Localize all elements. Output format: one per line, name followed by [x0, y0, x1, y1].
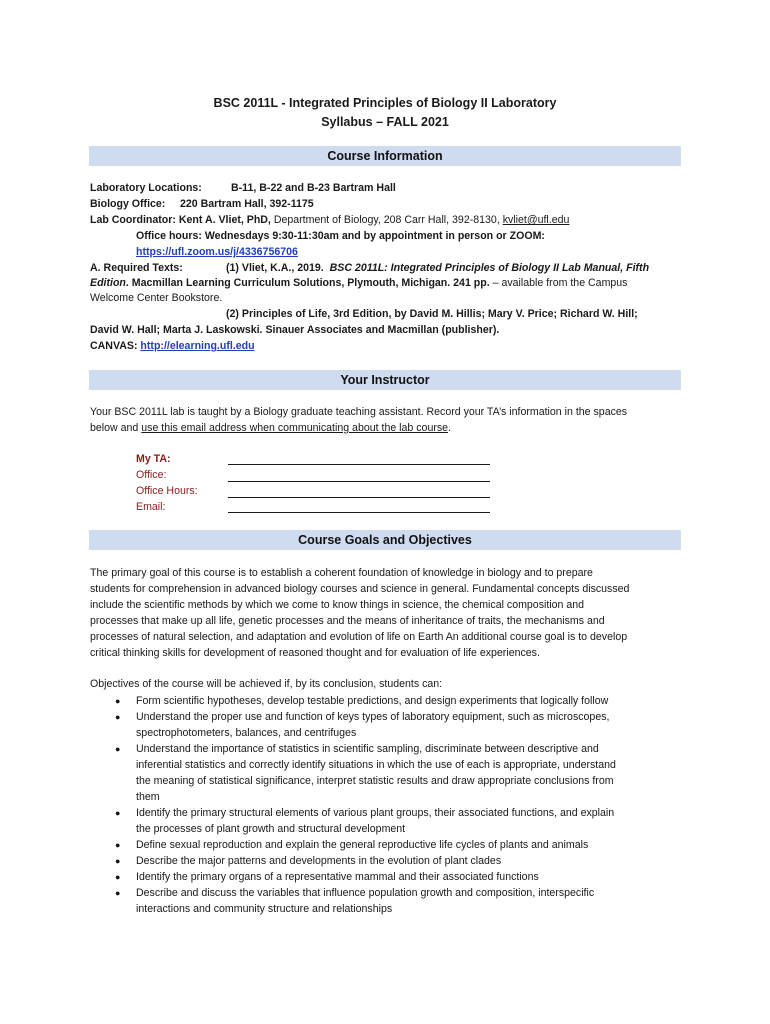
coordinator-line [90, 213, 569, 228]
bullet-icon: ● [115, 840, 121, 850]
text1-availability: – available from the Campus [489, 277, 628, 289]
ta-label: My TA: [136, 453, 171, 465]
locations-value: B-11, B-22 and B-23 Bartram Hall [231, 182, 396, 194]
ta-office-blank[interactable] [228, 481, 490, 482]
bullet-icon: ● [115, 856, 121, 866]
objective-item-line: Describe and discuss the variables that influence population growth and composition, interspecific [136, 887, 595, 899]
goals-para-line: processes of natural selection, and adaptation and evolution of life on Earth An additional course goal is to develop [90, 631, 628, 643]
biology-office-label: Biology Office: [90, 198, 166, 210]
goals-heading: Course Goals and Objectives [89, 530, 681, 550]
objective-item-line: Describe the major patterns and developments in the evolution of plant clades [136, 855, 502, 867]
title-line-2: Syllabus – FALL 2021 [321, 115, 449, 129]
bullet-icon: ● [115, 712, 121, 722]
instructor-heading: Your Instructor [89, 370, 681, 390]
ta-office-hours-label: Office Hours: [136, 485, 198, 497]
course-information-heading: Course Information [89, 146, 681, 166]
text1-publisher: . Macmillan Learning Curriculum Solutions, Plymouth, Michigan. 241 pp. [125, 277, 490, 289]
objective-item-line: them [136, 791, 160, 803]
canvas-line [90, 339, 255, 354]
goals-para-line: students for comprehension in advanced biology courses and science in general. Fundamental concepts discussed [90, 583, 630, 595]
goals-para-line: processes that make up all life, genetic processes and the means of inheritance of traits, the mechanisms and [90, 615, 605, 627]
biology-office-value: 220 Bartram Hall, 392-1175 [180, 198, 314, 210]
bullet-icon: ● [115, 696, 121, 706]
instructor-email-note: use this email address when communicating about the lab course [141, 422, 449, 434]
zoom-link[interactable]: https://ufl.zoom.us/j/4336756706 [136, 246, 298, 258]
objective-item-line: the processes of plant growth and structural development [136, 823, 406, 835]
objective-item-line: Understand the proper use and function of keys types of laboratory equipment, such as microscopes, [136, 711, 610, 723]
objective-item-line: Identify the primary organs of a representative mammal and their associated functions [136, 871, 539, 883]
text1-availability-2: Welcome Center Bookstore. [90, 292, 223, 304]
ta-blank[interactable] [228, 464, 490, 465]
zoom-line [136, 245, 298, 260]
canvas-label: CANVAS: [90, 340, 141, 352]
text1-line [226, 261, 649, 276]
bullet-icon: ● [115, 888, 121, 898]
canvas-link[interactable]: http://elearning.ufl.edu [140, 340, 255, 352]
bullet-icon: ● [115, 744, 121, 754]
goals-para-line: The primary goal of this course is to establish a coherent foundation of knowledge in biology and to prepare [90, 567, 593, 579]
coordinator-email-link[interactable]: kvliet@ufl.edu [502, 214, 570, 226]
objective-item-line: inferential statistics and correctly identify situations in which the use of each is appropriate, understand [136, 759, 616, 771]
instructor-para-line-2 [90, 421, 451, 436]
instructor-para-text: below and [90, 422, 142, 434]
text2-line-1: (2) Principles of Life, 3rd Edition, by David M. Hillis; Mary V. Price; Richard W. Hill; [226, 308, 638, 320]
office-hours: Office hours: Wednesdays 9:30-11:30am and by appointment in person or ZOOM: [136, 230, 545, 242]
text1-author: (1) Vliet, K.A., 2019. [226, 262, 324, 274]
text1-title: BSC 2011L: Integrated Principles of Biology II Lab Manual, Fifth [329, 262, 650, 274]
objective-item-line: Identify the primary structural elements of various plant groups, their associated functions, and explain [136, 807, 615, 819]
goals-para-line: critical thinking skills for development of reasoned thought and for evaluation of life experiences. [90, 647, 540, 659]
text2-line-2: David W. Hall; Marta J. Laskowski. Sinauer Associates and Macmillan (publisher). [90, 324, 500, 336]
ta-office-hours-blank[interactable] [228, 497, 490, 498]
coordinator-label: Lab Coordinator: Kent A. Vliet, PhD, [90, 214, 271, 226]
objective-item-line: spectrophotometers, balances, and centrifuges [136, 727, 357, 739]
objective-item-line: Form scientific hypotheses, develop testable predictions, and design experiments that logically follow [136, 695, 609, 707]
title-line-1: BSC 2011L - Integrated Principles of Biology II Laboratory [213, 96, 557, 110]
required-texts-label: A. Required Texts: [90, 262, 183, 274]
bullet-icon: ● [115, 872, 121, 882]
objective-item-line: Define sexual reproduction and explain the general reproductive life cycles of plants and animals [136, 839, 589, 851]
objective-item-line: the meaning of statistical significance, interpret statistic results and draw appropriate conclusions from [136, 775, 614, 787]
ta-email-blank[interactable] [228, 512, 490, 513]
text1-title-edition: Edition [90, 277, 126, 289]
objectives-intro: Objectives of the course will be achieved if, by its conclusion, students can: [90, 678, 443, 690]
ta-office-label: Office: [136, 469, 167, 481]
goals-para-line: include the scientific methods by which we come to know things in science, the chemical composition and [90, 599, 585, 611]
objective-item-line: Understand the importance of statistics in scientific sampling, discriminate between descriptive and [136, 743, 599, 755]
locations-label: Laboratory Locations: [90, 182, 202, 194]
text1-line-2 [90, 276, 627, 291]
ta-email-label: Email: [136, 501, 166, 513]
bullet-icon: ● [115, 808, 121, 818]
objective-item-line: interactions and community structure and relationships [136, 903, 393, 915]
required-texts-line [90, 261, 183, 276]
coordinator-dept: Department of Biology, 208 Carr Hall, 392-8130, [270, 214, 503, 226]
instructor-para-period: . [448, 422, 452, 434]
instructor-para-line-1: Your BSC 2011L lab is taught by a Biology graduate teaching assistant. Record your TA’s information in the spaces [90, 406, 628, 418]
